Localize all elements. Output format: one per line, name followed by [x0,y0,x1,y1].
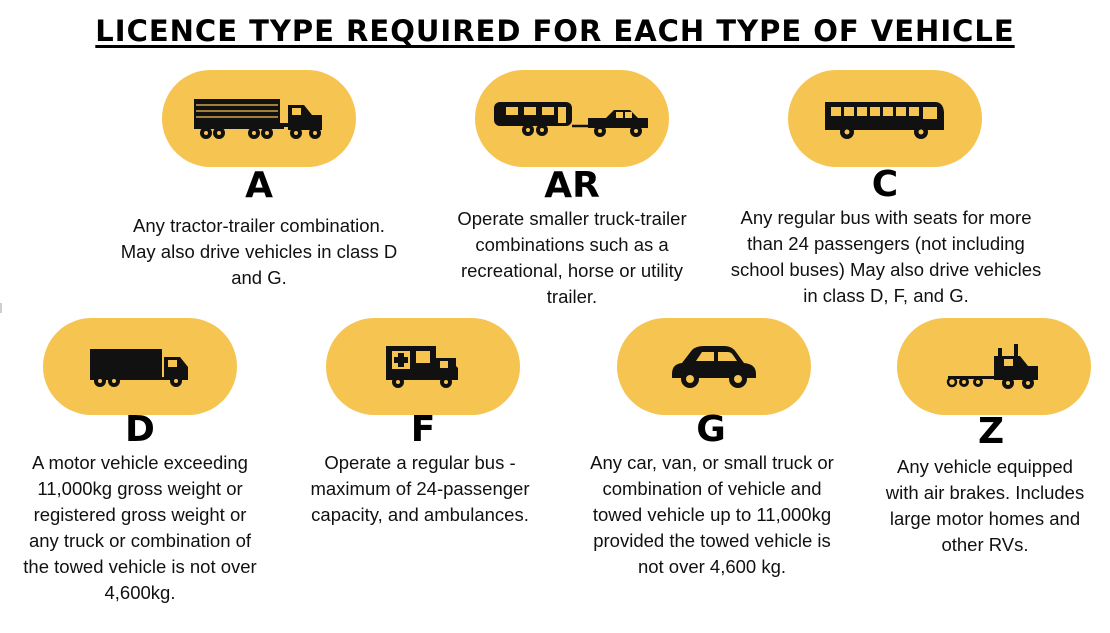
semi-cab-icon [944,342,1044,392]
bus-icon [823,98,947,140]
licence-d-letter: D [125,409,155,450]
ambulance-icon [384,344,462,390]
licence-z-pill [897,318,1091,415]
tractor-trailer-icon [192,97,326,141]
licence-a-description: Any tractor-trailer combination. May also drive vehicles in class D and G. [120,215,398,288]
licence-c-pill [788,70,982,167]
edge-mark [0,303,2,313]
licence-f-description: Operate a regular bus - maximum of 24-passenger capacity, and ambulances. [310,452,530,525]
car-icon [668,344,760,390]
licence-d-pill [43,318,237,415]
licence-c-letter: C [871,164,899,205]
licence-g-pill [617,318,811,415]
page-title: LICENCE TYPE REQUIRED FOR EACH TYPE OF VEHICLE [95,14,1015,48]
licence-a-letter: A [245,165,273,206]
licence-z-letter: Z [977,411,1005,452]
licence-ar-pill [475,70,669,167]
truck-with-trailer-icon [492,98,652,140]
licence-a-pill [162,70,356,167]
licence-f-letter: F [410,409,436,450]
licence-g-description: Any car, van, or small truck or combination of vehicle and towed vehicle up to 11,000kg provided the towed vehicle is not over 4,600 kg. [590,452,834,577]
licence-c-description: Any regular bus with seats for more than 24 passengers (not including school buses) May also drive vehicles in class D, F, and G. [730,207,1042,306]
licence-d-description: A motor vehicle exceeding 11,000kg gross weight or registered gross weight or any truck or combination of the towed vehicle is not over 4,600kg. [23,452,257,603]
licence-z-description: Any vehicle equipped with air brakes. Includes large motor homes and other RVs. [885,456,1085,555]
box-truck-icon [88,345,192,389]
licence-ar-letter: AR [544,165,600,206]
licence-ar-description: Operate smaller truck-trailer combinations such as a recreational, horse or utility trailer. [457,208,687,307]
licence-g-letter: G [696,409,726,450]
licence-f-pill [326,318,520,415]
